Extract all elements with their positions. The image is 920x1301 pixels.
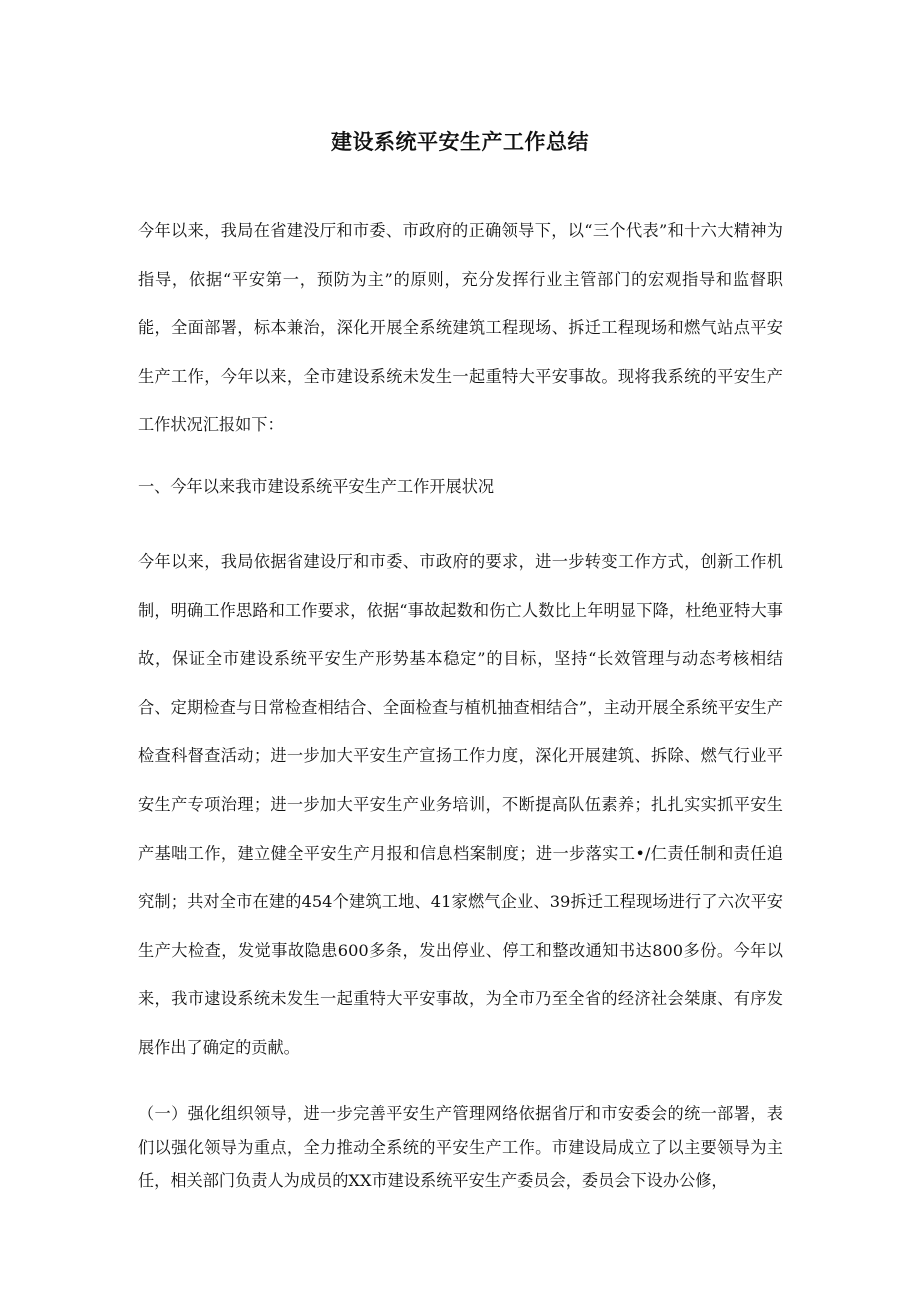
intro-paragraph: 今年以来，我局在省建没厅和市委、市政府的正确领导下，以“三个代表”和十六大精神为指导，依据“平安第一，预防为主”的原则，充分发挥行业主管部门的宏观指导和监督职能，全面部署，标本兼治，深化开展全系统建筑工程现场、拆迁工程现场和燃气站点平安生产工作，今年以来，全市建设系统未发生一起重特大平安事故。现将我系统的平安生产工作状况汇报如下： [138, 221, 783, 434]
section-heading: 一、今年以来我市建设系统平安生产工作开展状况 [138, 477, 495, 496]
document-title: 建设系统平安生产工作总结 [331, 130, 589, 154]
body-paragraph: 今年以来，我局依据省建设厅和市委、市政府的要求，进一步转变工作方式，创新工作机制，明确工作思路和工作要求，依据“事故起数和伤亡人数比上年明显下降，杜绝亚特大事故，保证全市建设系统平安生产形势基本稳定”的目标，坚持“长效管理与动态考核相结合、定期检查与日常检查相结合、全面检查与植机抽查相结合”，主动开展全系统平安生产检查科督查活动；进一步加大平安生产宣扬工作力度，深化开展建筑、拆除、燃气行业平安生产专项治理；进一步加大平安生产业务培训，不断提高队伍素养；扎扎实实抓平安生产基咄工作，建立健全平安生产月报和信息档案制度；进一步落实工•/仁责任制和责任追究制；共对全市在建的454个建筑工地、41家燃气企业、39拆迁工程现场进行了六次平安生产大检查，发觉事故隐患600多条，发出停业、停工和整改通知书达800多份。今年以来，我市逮设系统未发生一起重特大平安事故，为全市乃至全省的经济社会桀康、有序发展作出了确定的贡献。 [138, 552, 783, 1057]
subsection-paragraph: （一）强化组织领导，进一步完善平安生产管理网络依据省厅和市安委会的统一部署，表们以强化领导为重点，全力推动全系统的平安生产工作。市建设局成立了以主要领导为主任，相关部门负责人为成员的XX市建设系统平安生产委员会，委员会下设办公修， [138, 1104, 783, 1190]
